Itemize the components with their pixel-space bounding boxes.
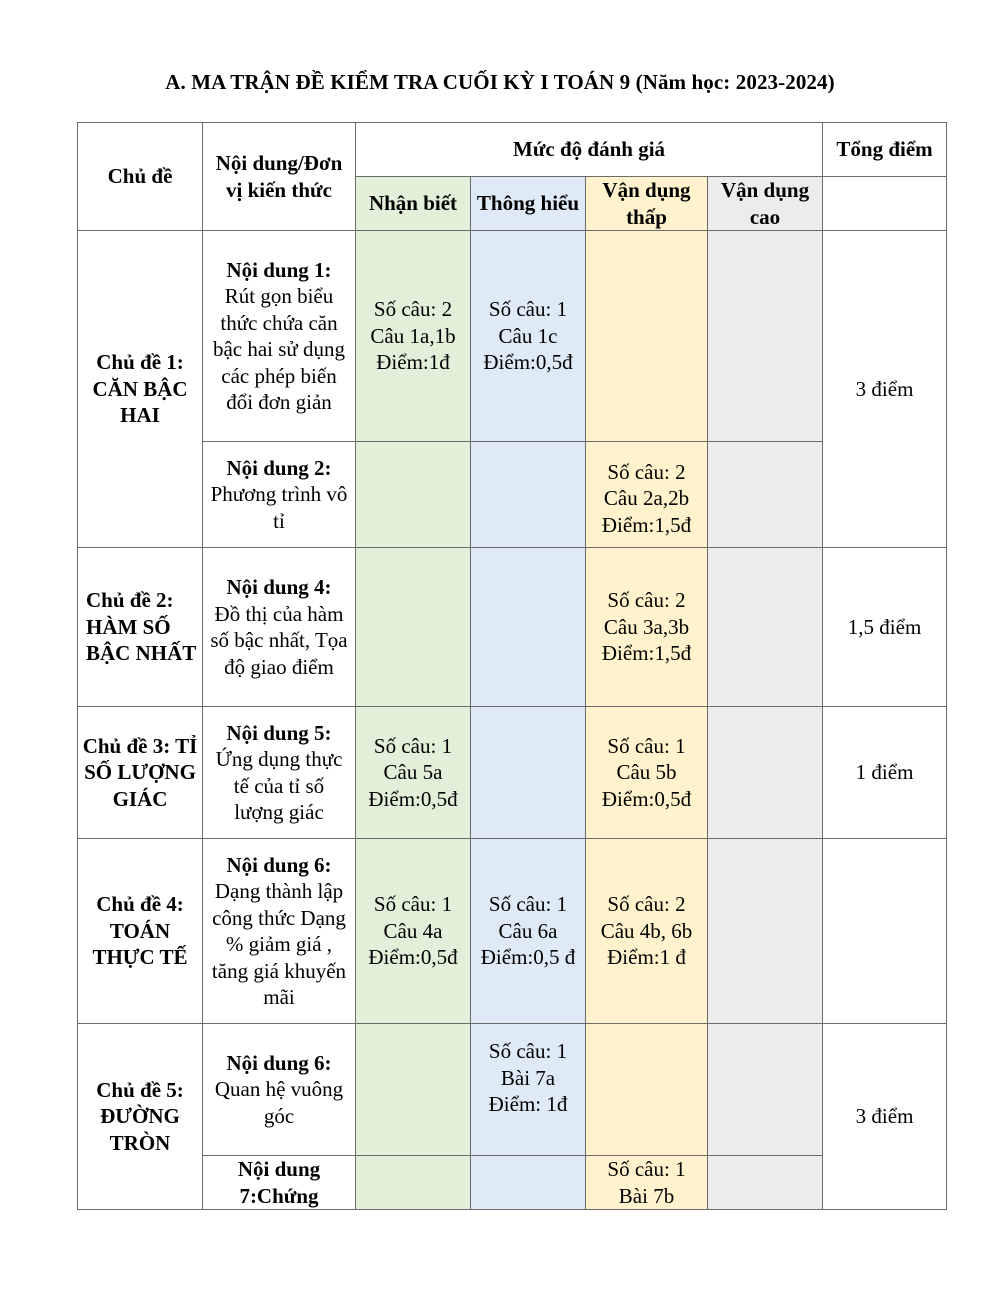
so-cau: Số câu: 2 [373, 297, 453, 322]
van-dung-thap-cell [586, 548, 708, 707]
van-dung-thap-cell [586, 442, 708, 548]
content-text: Dạng thành lập công thức Dạng % giảm giá , tăng giá khuyến mãi [211, 879, 347, 1009]
nhan-biet-cell [356, 1156, 471, 1210]
topic-5-total: 3 điểm [823, 1024, 947, 1210]
van-dung-thap-cell [586, 1156, 708, 1210]
nhan-biet-cell [356, 548, 471, 707]
topic-3-total: 1 điểm [823, 707, 947, 839]
cau: Câu 5a [383, 760, 443, 785]
cau: Bài 7a [500, 1065, 556, 1090]
van-dung-cao-cell [708, 231, 823, 442]
topic-2-total: 1,5 điểm [823, 548, 947, 707]
page-title: A. MA TRẬN ĐỀ KIỂM TRA CUỐI KỲ I TOÁN 9 (Năm học: 2023-2024) [165, 70, 835, 94]
thong-hieu-cell [471, 442, 586, 548]
thong-hieu-cell [471, 707, 586, 839]
content-cell [203, 707, 356, 839]
so-cau: Số câu: 1 [488, 1039, 568, 1063]
header-van-dung-thap: Vận dụng thấp [586, 177, 708, 231]
thong-hieu-cell [471, 231, 586, 442]
topic-2-name: Chủ đề 2: HÀM SỐ BẬC NHẤT [78, 548, 203, 707]
content-cell [203, 548, 356, 707]
content-title: Nội dung 6: [226, 852, 332, 877]
content-title: Nội dung 4: [226, 575, 332, 599]
so-cau: Số câu: 2 [607, 459, 686, 484]
van-dung-cao-cell [708, 839, 823, 1024]
cau: Câu 4b, 6b [600, 918, 693, 943]
thong-hieu-cell [471, 1156, 586, 1210]
so-cau: Số câu: 1 [488, 297, 568, 322]
cau: Câu 1a,1b [370, 323, 456, 348]
table-row [78, 442, 947, 548]
diem: Điểm:1đ [376, 350, 450, 375]
van-dung-cao-cell [708, 1156, 823, 1210]
so-cau: Số câu: 1 [607, 1157, 686, 1181]
nhan-biet-cell [356, 442, 471, 548]
van-dung-thap-cell [586, 707, 708, 839]
van-dung-cao-cell [708, 548, 823, 707]
content-text: Phương trình vô tỉ [210, 482, 348, 533]
header-noi-dung: Nội dung/Đơn vị kiến thức [203, 123, 356, 231]
van-dung-thap-cell [586, 231, 708, 442]
so-cau: Số câu: 2 [607, 588, 686, 613]
cau: Bài 7b [618, 1183, 675, 1208]
header-thong-hieu: Thông hiểu [471, 177, 586, 231]
content-cell [203, 1024, 356, 1156]
diem: Điểm:1 đ [607, 945, 686, 970]
topic-4-name: Chủ đề 4: TOÁN THỰC TẾ [78, 839, 203, 1024]
content-title: Nội dung 5: [226, 720, 332, 745]
van-dung-thap-cell [586, 1024, 708, 1156]
van-dung-cao-cell [708, 1024, 823, 1156]
so-cau: Số câu: 1 [373, 733, 453, 758]
content-text: Đồ thị của hàm số bậc nhất, Tọa độ giao điểm [210, 601, 348, 679]
topic-1-name: Chủ đề 1: CĂN BẬC HAI [78, 231, 203, 548]
content-title: Nội dung 1: [226, 257, 332, 282]
header-chu-de: Chủ đề [78, 123, 203, 231]
diem: Điểm:0,5đ [483, 350, 573, 375]
cau: Câu 4a [383, 918, 443, 943]
nhan-biet-cell [356, 839, 471, 1024]
topic-1-total: 3 điểm [823, 231, 947, 548]
so-cau: Số câu: 1 [607, 733, 686, 758]
nhan-biet-cell [356, 231, 471, 442]
content-text: Rút gọn biểu thức chứa căn bậc hai sử dụng các phép biến đổi đơn giản [212, 284, 346, 414]
van-dung-thap-cell [586, 839, 708, 1024]
diem: Điểm:1,5đ [601, 512, 692, 537]
so-cau: Số câu: 2 [607, 892, 686, 917]
table-row [78, 1156, 947, 1210]
cau: Câu 2a,2b [603, 486, 690, 511]
content-cell [203, 231, 356, 442]
so-cau: Số câu: 1 [373, 892, 453, 917]
assessment-matrix-table [77, 122, 947, 1210]
content-title: Nội dung 7:Chứng [237, 1157, 321, 1208]
table-row [78, 1024, 947, 1156]
table-row [78, 231, 947, 442]
cau: Câu 6a [498, 918, 558, 943]
thong-hieu-cell [471, 1024, 586, 1156]
nhan-biet-cell [356, 1024, 471, 1156]
header-tong-diem-blank [823, 177, 947, 231]
content-cell [203, 442, 356, 548]
content-title: Nội dung 2: [226, 455, 332, 480]
cau: Câu 1c [498, 323, 558, 348]
diem: Điểm: 1đ [488, 1092, 568, 1116]
so-cau: Số câu: 1 [488, 892, 568, 917]
topic-4-total [823, 839, 947, 1024]
van-dung-cao-cell [708, 442, 823, 548]
table-row [78, 839, 947, 1024]
header-row-1 [78, 123, 947, 177]
diem: Điểm:0,5đ [368, 945, 458, 970]
cau: Câu 5b [616, 760, 677, 785]
topic-5-name: Chủ đề 5: ĐƯỜNG TRÒN [78, 1024, 203, 1210]
diem: Điểm:0,5 đ [480, 945, 576, 970]
table-row [78, 548, 947, 707]
thong-hieu-cell [471, 548, 586, 707]
thong-hieu-cell [471, 839, 586, 1024]
header-tong-diem: Tổng điểm [823, 123, 947, 177]
content-text: Quan hệ vuông góc [214, 1077, 344, 1128]
van-dung-cao-cell [708, 707, 823, 839]
header-muc-do: Mức độ đánh giá [356, 123, 823, 177]
header-nhan-biet: Nhận biết [356, 177, 471, 231]
table-row [78, 707, 947, 839]
diem: Điểm:0,5đ [368, 786, 458, 811]
cau: Câu 3a,3b [603, 614, 690, 639]
header-van-dung-cao: Vận dụng cao [708, 177, 823, 231]
diem: Điểm:1,5đ [601, 641, 692, 666]
content-cell [203, 1156, 356, 1210]
topic-3-name: Chủ đề 3: TỈ SỐ LƯỢNG GIÁC [78, 707, 203, 839]
nhan-biet-cell [356, 707, 471, 839]
content-title: Nội dung 6: [226, 1050, 332, 1075]
content-cell [203, 839, 356, 1024]
diem: Điểm:0,5đ [601, 786, 692, 811]
content-text: Ứng dụng thực tế của tỉ số lượng giác [215, 747, 343, 824]
